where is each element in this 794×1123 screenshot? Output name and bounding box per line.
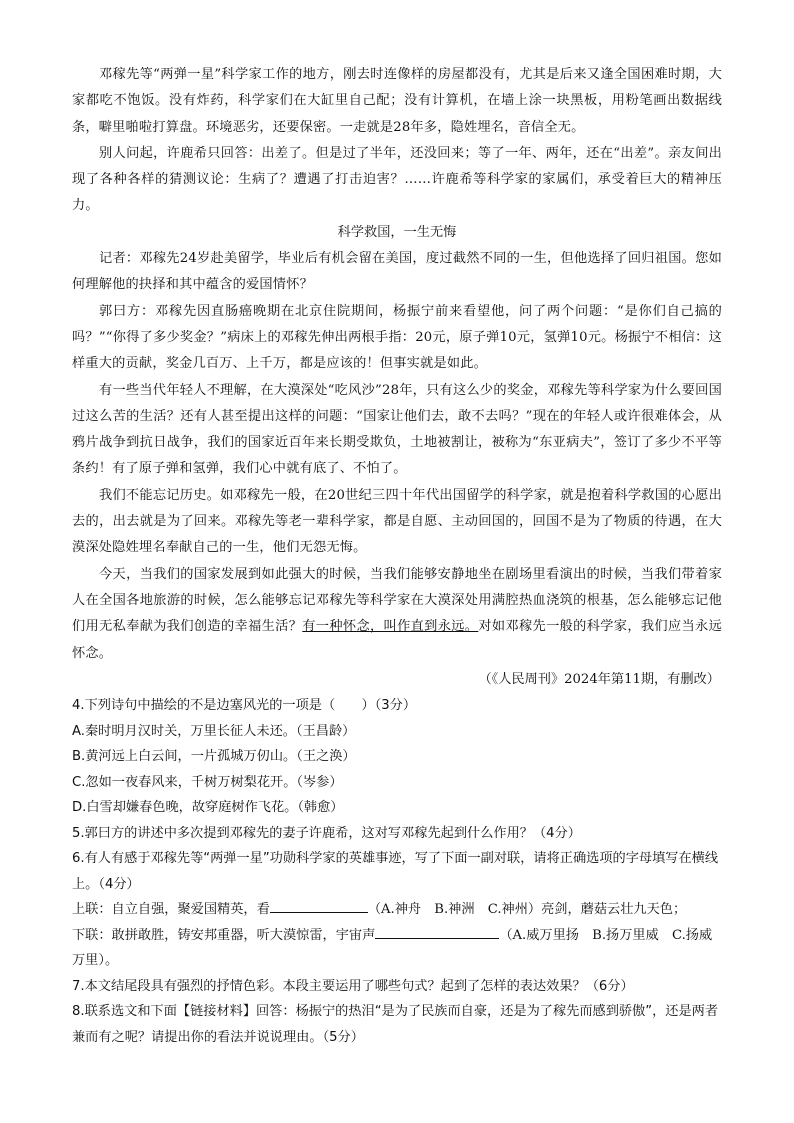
question-5: 5.郭曰方的讲述中多次提到邓稼先的妻子许鹿希，这对写邓稼先起到什么作用？（4分） [72, 825, 581, 841]
couplet-lower-line [72, 923, 722, 974]
couplet-upper-text-b: （A.神舟 B.神洲 C.神州）亮剑，蘑菇云壮九天色； [367, 902, 687, 918]
source-citation: （《人民周刊》2024年第11期，有删改） [478, 671, 720, 687]
question-4-option-d: D.白雪却嫌春色晚，故穿庭树作飞花。（韩愈） [72, 800, 344, 816]
question-4-option-c: C.忽如一夜春风来，千树万树梨花开。（岑参） [72, 774, 343, 790]
paragraph-7-text-b: 对如邓稼先一般的科学家，我们应当永远怀念。 [72, 619, 722, 661]
passage-paragraph-5: 有一些当代年轻人不理解，在大漠深处“吃风沙”28年，只有这么少的奖金，邓稼先等科学家为什么要回国过这么苦的生活？还有人甚至提出这样的问题：“国家让他们去，敢不去吗？”现在的年轻人或许很难体会，从鸦片战争到抗日战争，我们的国家近百年来长期受欺负，土地被割让，被称为“东亚病夫”，签订了多少不平等条约！有了原子弹和氢弹，我们心中就有底了、不怕了。 [72, 382, 722, 477]
question-4-option-b: B.黄河远上白云间，一片孤城万仞山。（王之涣） [72, 749, 356, 765]
exam-page [72, 62, 722, 1050]
passage-paragraph-4: 郭曰方：邓稼先因直肠癌晚期在北京住院期间，杨振宁前来看望他，问了两个问题：“是你们自己搞的吗？”“你得了多少奖金？”病床上的邓稼先伸出两根手指：20元，原子弹10元，氢弹10元。杨振宁不相信：这样重大的贡献，奖金几百万、上千万，都是应该的！但事实就是如此。 [72, 303, 722, 372]
question-8: 8.联系选文和下面【链接材料】回答：杨振宁的热泪“是为了民族而自豪，还是为了稼先而感到骄傲”，还是两者兼而有之呢？请提出你的看法并说说理由。（5分） [72, 1004, 719, 1045]
question-4-stem: 4.下列诗句中描绘的不是边塞风光的一项是（ ）（3分） [72, 698, 417, 714]
couplet-lower-text-b: （A.威万里扬 B.扬万里威 C.扬威万里）。 [72, 927, 713, 969]
answer-blank-2[interactable] [375, 924, 499, 939]
paragraph-7-text-a: 今天，当我们的国家发展到如此强大的时候，当我们能够安静地坐在剧场里看演出的时候，当我们带着家人在全国各地旅游的时候，怎么能够忘记邓稼先等科学家在大漠深处用满腔热血浇筑的根基，怎么能够忘记他们用无私奉献为我们创造的幸福生活？ [72, 566, 722, 635]
passage-paragraph-1: 邓稼先等“两弹一星”科学家工作的地方，刚去时连像样的房屋都没有，尤其是后来又逢全国困难时期，大家都吃不饱饭。没有炸药，科学家们在大缸里自己配；没有计算机，在墙上涂一块黑板，用粉笔画出数据线条，噼里啪啦打算盘。环境恶劣，还要保密。一走就是28年多，隐姓埋名，音信全无。 [72, 67, 722, 135]
couplet-upper-line [72, 897, 722, 923]
underlined-sentence: 有一种怀念，叫作直到永远。 [302, 619, 479, 635]
passage-paragraph-3: 记者：邓稼先24岁赴美留学，毕业后有机会留在美国，度过截然不同的一生，但他选择了回归祖国。您如何理解他的抉择和其中蕴含的爱国情怀？ [72, 251, 722, 293]
passage-paragraph-6: 我们不能忘记历史。如邓稼先一般，在20世纪三四十年代出国留学的科学家，就是抱着科学救国的心愿出去的，出去就是为了回来。邓稼先等老一辈科学家，都是自愿、主动回国的，回国不是为了物质的待遇，在大漠深处隐姓埋名奉献自己的一生，他们无怨无悔。 [72, 487, 722, 556]
answer-blank-1[interactable] [270, 898, 368, 913]
section-title: 科学救国，一生无悔 [337, 224, 457, 240]
passage-paragraph-7 [72, 562, 722, 667]
passage-paragraph-2: 别人问起，许鹿希只回答：出差了。但是过了半年，还没回来；等了一年、两年，还在“出差”。亲友间出现了各种各样的猜测议论：生病了？遭遇了打击迫害？……许鹿希等科学家的家属们，承受着巨大的精神压力。 [72, 145, 722, 214]
question-7: 7.本文结尾段具有强烈的抒情色彩。本段主要运用了哪些句式？起到了怎样的表达效果？（6分） [72, 978, 634, 994]
couplet-lower-text-a: 下联：敢拼敢胜，铸安邦重器，听大漠惊雷，宇宙声 [72, 927, 376, 943]
couplet-upper-text-a: 上联：自立自强，聚爱国精英，看 [72, 902, 270, 918]
question-4-option-a: A.秦时明月汉时关，万里长征人未还。（王昌龄） [72, 723, 356, 739]
question-6-stem: 6.有人有感于邓稼先等“两弹一星”功勋科学家的英雄事迹，写了下面一副对联，请将正确选项的字母填写在横线上。（4分） [72, 851, 719, 892]
